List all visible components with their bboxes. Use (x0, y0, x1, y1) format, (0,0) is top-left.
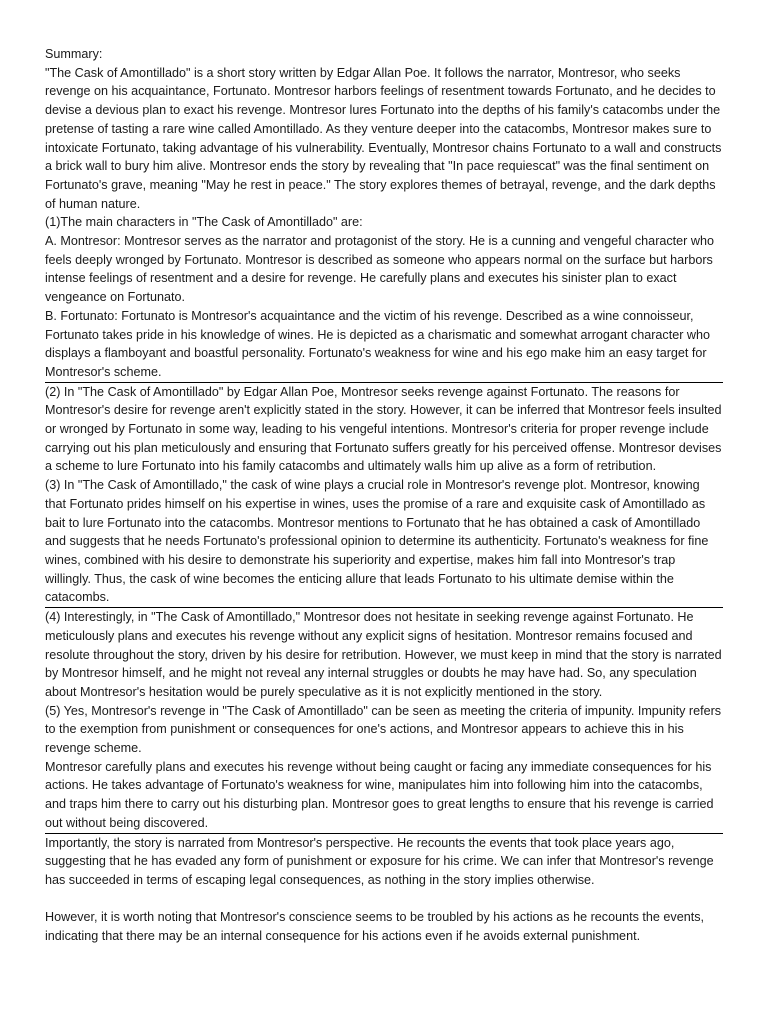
summary-paragraph: "The Cask of Amontillado" is a short story written by Edgar Allan Poe. It follows the narrator, Montresor, who seeks revenge on his acquaintance, Fortunato. Montresor harbors feelings of resentment towards Fortunato, and he decides to devise a devious plan to exact his revenge. Montresor lures Fortunato into the depths of his family's catacombs under the pretense of tasting a rare wine called Amontillado. As they venture deeper into the catacombs, Montresor makes sure to intoxicate Fortunato, taking advantage of his vulnerability. Eventually, Montresor chains Fortunato to a wall and constructs a brick wall to bury him alive. Montresor ends the story by revealing that "In pace requiescat" was the final sentiment on Fortunato's grave, meaning "May he rest in peace." The story explores themes of betrayal, revenge, and the dark depths of human nature. (45, 65, 722, 211)
question-5-paragraph-3: Importantly, the story is narrated from Montresor's perspective. He recounts the events that took place years ago, suggesting that he has evaded any form of punishment or exposure for his crime. We can infer that Montresor's revenge has succeeded in terms of escaping legal consequences, as nothing in the story implies otherwise. (45, 835, 714, 887)
question-1-intro: (1)The main characters in "The Cask of Amontillado" are: (45, 215, 363, 230)
question-5-answer: (5) Yes, Montresor's revenge in "The Cask of Amontillado" can be seen as meeting the criteria of impunity. Impunity refers to the exemption from punishment or consequences for one's actions, and Montresor appears to achieve this in his revenge scheme. (45, 703, 722, 756)
question-5-paragraph-4: However, it is worth noting that Montresor's conscience seems to be troubled by his actions as he recounts the events, indicating that there may be an internal consequence for his actions even if he avoids external punishment. (45, 910, 705, 944)
document-page (45, 45, 723, 946)
question-3-answer: (3) In "The Cask of Amontillado," the cask of wine plays a crucial role in Montresor's revenge plot. Montresor, knowing that Fortunato prides himself on his expertise in wines, uses the promise of a rare and exquisite cask of Amontillado as bait to lure Fortunato into the catacombs. Montresor mentions to Fortunato that he has obtained a cask of Amontillado and suggests that he needs Fortunato's professional opinion to determine its authenticity. Fortunato's weakness for fine wines, combined with his desire to demonstrate his superiority and expertise, makes him fall into Montresor's trap willingly. Thus, the cask of wine becomes the enticing allure that leads Fortunato to his ultimate demise within the catacombs. (45, 478, 709, 605)
question-4-answer: (4) Interestingly, in "The Cask of Amontillado," Montresor does not hesitate in seeking revenge against Fortunato. He meticulously plans and executes his revenge without any explicit signs of hesitation. Montresor remains focused and resolute throughout the story, driven by his desire for retribution. However, we must keep in mind that the story is narrated by Montresor himself, and he might not reveal any internal struggles or doubts he may have had. So, any speculation about Montresor's hesitation would be purely speculative as it is not explicitly mentioned in the story. (45, 610, 722, 699)
summary-heading: Summary: (45, 47, 103, 61)
question-2-answer: (2) In "The Cask of Amontillado" by Edgar Allan Poe, Montresor seeks revenge against Fortunato. The reasons for Montresor's desire for revenge aren't explicitly stated in the story. However, it can be inferred that Montresor feels insulted or wronged by Fortunato in some way, leading to his vengeful intentions. Montresor's criteria for proper revenge include carrying out his plan meticulously and ensuring that Fortunato suffers greatly for his perceived offense. Montresor devises a scheme to lure Fortunato into his family catacombs and ultimately walls him up alive as a form of retribution. (45, 384, 722, 474)
question-5-paragraph-2: Montresor carefully plans and executes his revenge without being caught or facing any immediate consequences for his actions. He takes advantage of Fortunato's weakness for wine, manipulates him into following him into the catacombs, and traps him there to carry out his disturbing plan. Montresor goes to great lengths to ensure that his revenge is carried out without being discovered. (45, 759, 714, 830)
question-1-fortunato: B. Fortunato: Fortunato is Montresor's acquaintance and the victim of his revenge. Described as a wine connoisseur, Fortunato takes pride in his knowledge of wines. He is depicted as a charismatic and somewhat arrogant character who displays a flamboyant and boastful personality. Fortunato's weakness for wine and his ego make him an easy target for Montresor's scheme. (45, 308, 711, 379)
blank-line (45, 890, 723, 909)
question-1-montresor: A. Montresor: Montresor serves as the narrator and protagonist of the story. He is a cunning and vengeful character who feels deeply wronged by Fortunato. Montresor is described as someone who appears normal on the surface but harbors intense feelings of resentment and a desire for revenge. He carefully plans and executes his sinister plan to exact vengeance on Fortunato. (45, 234, 714, 305)
